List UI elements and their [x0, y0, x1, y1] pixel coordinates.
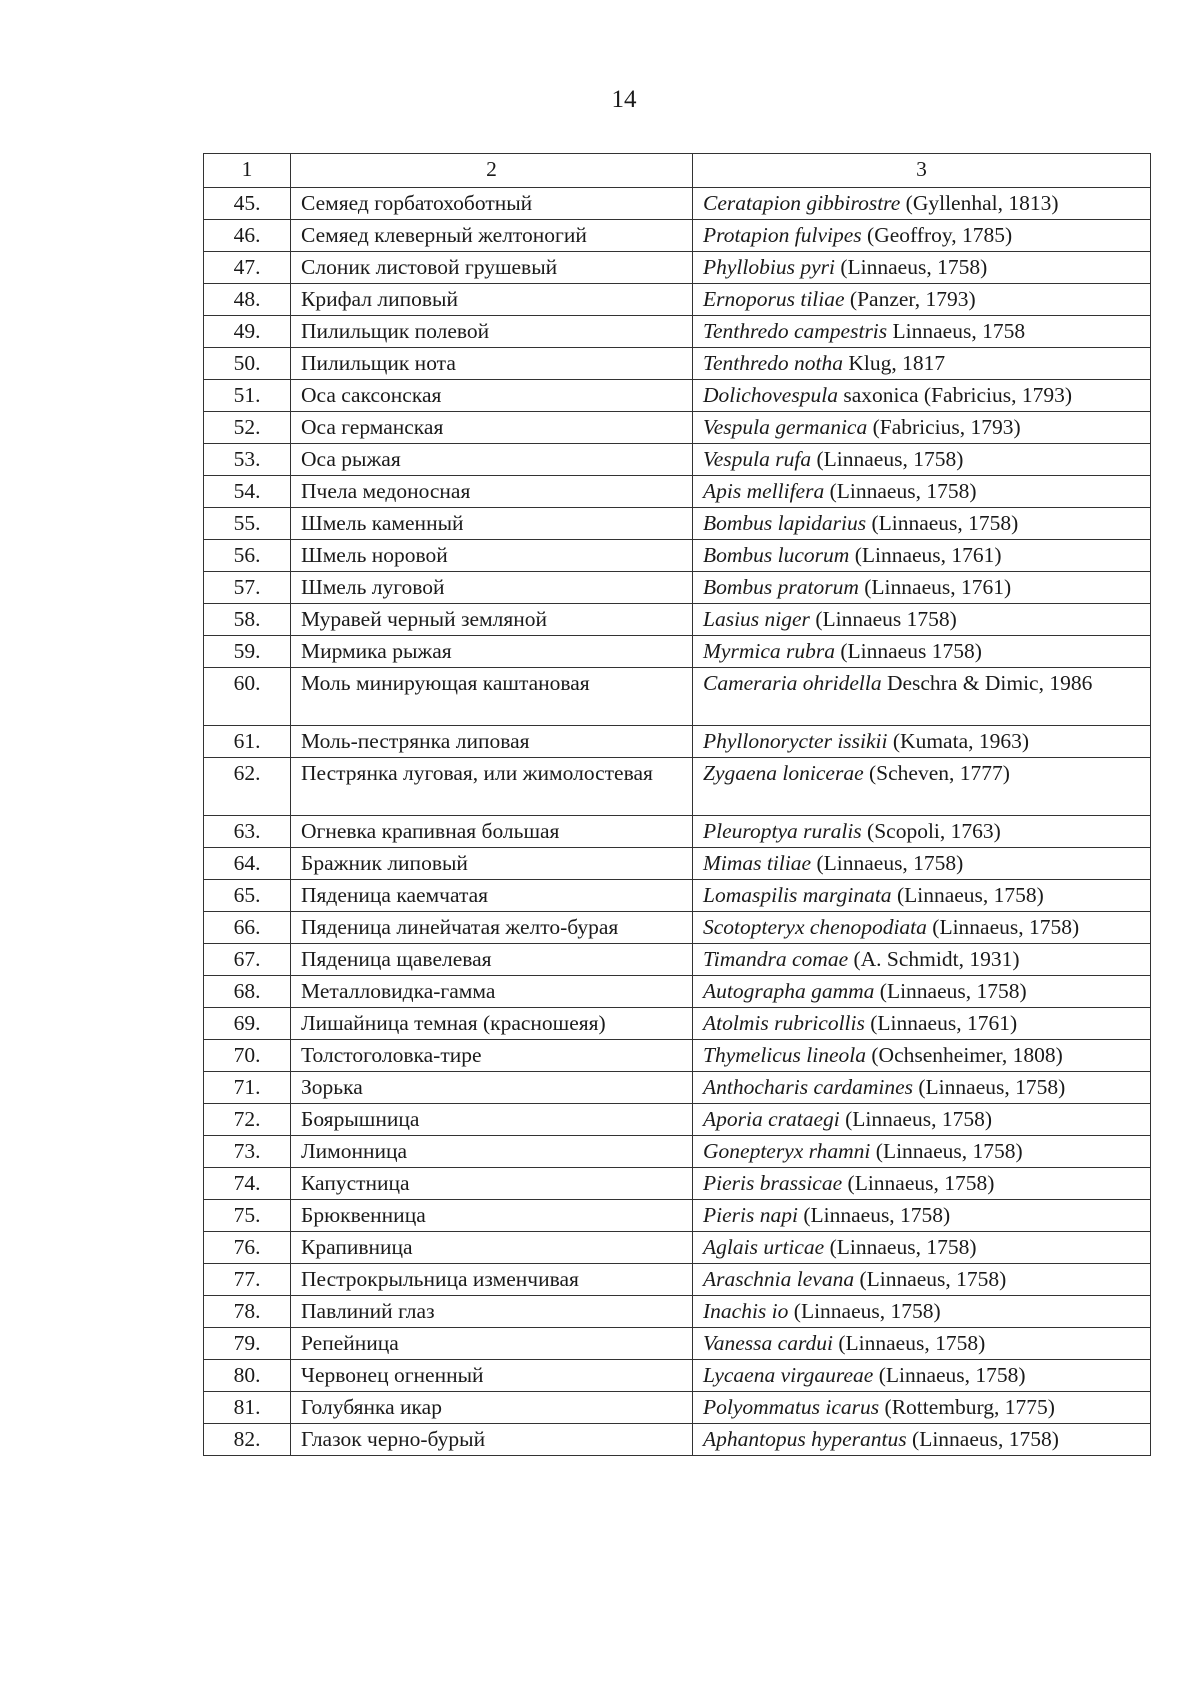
- latin-name-cell: [693, 284, 1151, 316]
- latin-binomial: Gonepteryx rhamni: [703, 1139, 871, 1163]
- latin-binomial: Protapion fulvipes: [703, 223, 862, 247]
- latin-binomial: Cameraria ohridella: [703, 671, 882, 695]
- row-number: 56.: [204, 540, 291, 572]
- table-row: [204, 1328, 1151, 1360]
- author-citation: (Fabricius, 1793): [867, 415, 1021, 439]
- latin-binomial: Bombus pratorum: [703, 575, 859, 599]
- russian-name: Репейница: [291, 1328, 693, 1360]
- latin-name-cell: [693, 348, 1151, 380]
- russian-name: Боярышница: [291, 1104, 693, 1136]
- latin-name-cell: [693, 1168, 1151, 1200]
- row-number: 71.: [204, 1072, 291, 1104]
- russian-name: Капустница: [291, 1168, 693, 1200]
- author-citation: (A. Schmidt, 1931): [848, 947, 1020, 971]
- row-number: 74.: [204, 1168, 291, 1200]
- latin-name-cell: [693, 912, 1151, 944]
- table-row: [204, 444, 1151, 476]
- author-citation: (Linnaeus, 1758): [833, 1331, 986, 1355]
- row-number: 64.: [204, 848, 291, 880]
- latin-binomial: Lycaena virgaureae: [703, 1363, 874, 1387]
- russian-name: Оса рыжая: [291, 444, 693, 476]
- author-citation: Klug, 1817: [842, 351, 946, 375]
- row-number: 52.: [204, 412, 291, 444]
- latin-binomial: Atolmis rubricollis: [703, 1011, 865, 1035]
- latin-binomial: Apis mellifera: [703, 479, 825, 503]
- author-citation: (Linnaeus, 1761): [864, 1011, 1018, 1035]
- row-number: 48.: [204, 284, 291, 316]
- table-row: [204, 220, 1151, 252]
- author-citation: (Linnaeus 1758): [809, 607, 957, 631]
- table-row: [204, 726, 1151, 758]
- table-header-row: [204, 154, 1151, 188]
- russian-name: Крапивница: [291, 1232, 693, 1264]
- author-citation: (Linnaeus, 1758): [824, 1235, 977, 1259]
- table-row: [204, 188, 1151, 220]
- row-number: 45.: [204, 188, 291, 220]
- russian-name: Брюквенница: [291, 1200, 693, 1232]
- latin-binomial: Dolichovespula: [703, 383, 838, 407]
- russian-name: Пяденица щавелевая: [291, 944, 693, 976]
- latin-name-cell: [693, 848, 1151, 880]
- author-citation: (Scheven, 1777): [863, 761, 1010, 785]
- latin-binomial: Anthocharis cardamines: [703, 1075, 914, 1099]
- russian-name: Мирмика рыжая: [291, 636, 693, 668]
- latin-name-cell: [693, 444, 1151, 476]
- latin-binomial: Bombus lucorum: [703, 543, 850, 567]
- latin-name-cell: [693, 476, 1151, 508]
- author-citation: (Linnaeus, 1758): [842, 1171, 995, 1195]
- row-number: 59.: [204, 636, 291, 668]
- table-row: [204, 572, 1151, 604]
- latin-name-cell: [693, 508, 1151, 540]
- latin-name-cell: [693, 1264, 1151, 1296]
- table-row: [204, 508, 1151, 540]
- author-citation: (Linnaeus, 1761): [849, 543, 1002, 567]
- latin-binomial: Lomaspilis marginata: [703, 883, 892, 907]
- latin-name-cell: [693, 1296, 1151, 1328]
- table-row: [204, 848, 1151, 880]
- row-number: 55.: [204, 508, 291, 540]
- latin-name-cell: [693, 1328, 1151, 1360]
- table-row: [204, 880, 1151, 912]
- table-row: [204, 912, 1151, 944]
- russian-name: Глазок черно-бурый: [291, 1424, 693, 1456]
- author-citation: (Scopoli, 1763): [861, 819, 1001, 843]
- row-number: 75.: [204, 1200, 291, 1232]
- author-citation: (Linnaeus, 1758): [873, 1363, 1026, 1387]
- row-number: 57.: [204, 572, 291, 604]
- latin-binomial: Vespula germanica: [703, 415, 868, 439]
- latin-binomial: Aphantopus hyperantus: [703, 1427, 907, 1451]
- latin-binomial: Tenthredo campestris: [703, 319, 888, 343]
- author-citation: (Linnaeus 1758): [834, 639, 982, 663]
- author-citation: (Kumata, 1963): [887, 729, 1030, 753]
- russian-name: Пилильщик нота: [291, 348, 693, 380]
- row-number: 80.: [204, 1360, 291, 1392]
- table-row: [204, 1296, 1151, 1328]
- russian-name: Пяденица каемчатая: [291, 880, 693, 912]
- table-row: [204, 758, 1151, 816]
- russian-name: Голубянка икар: [291, 1392, 693, 1424]
- row-number: 61.: [204, 726, 291, 758]
- author-citation: (Ochsenheimer, 1808): [866, 1043, 1063, 1067]
- russian-name: Червонец огненный: [291, 1360, 693, 1392]
- latin-binomial: Lasius niger: [703, 607, 810, 631]
- latin-binomial: Polyommatus icarus: [703, 1395, 880, 1419]
- latin-name-cell: [693, 816, 1151, 848]
- latin-name-cell: [693, 944, 1151, 976]
- russian-name: Семяед клеверный желтоногий: [291, 220, 693, 252]
- latin-name-cell: [693, 1424, 1151, 1456]
- latin-name-cell: [693, 572, 1151, 604]
- row-number: 77.: [204, 1264, 291, 1296]
- row-number: 49.: [204, 316, 291, 348]
- russian-name: Металловидка-гамма: [291, 976, 693, 1008]
- latin-name-cell: [693, 636, 1151, 668]
- russian-name: Шмель луговой: [291, 572, 693, 604]
- row-number: 62.: [204, 758, 291, 816]
- author-citation: (Linnaeus, 1758): [788, 1299, 941, 1323]
- latin-name-cell: [693, 604, 1151, 636]
- row-number: 82.: [204, 1424, 291, 1456]
- row-number: 54.: [204, 476, 291, 508]
- latin-binomial: Aporia crataegi: [703, 1107, 840, 1131]
- table-row: [204, 1008, 1151, 1040]
- latin-binomial: Autographa gamma: [703, 979, 875, 1003]
- author-citation: (Linnaeus, 1758): [926, 915, 1080, 939]
- row-number: 76.: [204, 1232, 291, 1264]
- page-number: 14: [611, 86, 637, 113]
- latin-name-cell: [693, 252, 1151, 284]
- latin-name-cell: [693, 1360, 1151, 1392]
- russian-name: Пилильщик полевой: [291, 316, 693, 348]
- latin-name-cell: [693, 1392, 1151, 1424]
- latin-binomial: Phyllobius pyri: [703, 255, 835, 279]
- latin-binomial: Ernoporus tiliae: [703, 287, 845, 311]
- latin-name-cell: [693, 1200, 1151, 1232]
- author-citation: (Linnaeus, 1758): [811, 447, 964, 471]
- table-row: [204, 816, 1151, 848]
- latin-name-cell: [693, 412, 1151, 444]
- table-row: [204, 604, 1151, 636]
- russian-name: Шмель каменный: [291, 508, 693, 540]
- latin-name-cell: [693, 316, 1151, 348]
- russian-name: Моль минирующая каштановая: [291, 668, 693, 726]
- table-row: [204, 668, 1151, 726]
- latin-name-cell: [693, 1104, 1151, 1136]
- latin-binomial: Thymelicus lineola: [703, 1043, 867, 1067]
- row-number: 60.: [204, 668, 291, 726]
- row-number: 69.: [204, 1008, 291, 1040]
- latin-binomial: Phyllonorycter issikii: [703, 729, 888, 753]
- table-row: [204, 1168, 1151, 1200]
- table-row: [204, 1264, 1151, 1296]
- column-header-latin: 3: [693, 154, 1151, 188]
- author-citation: (Linnaeus, 1758): [891, 883, 1044, 907]
- row-number: 70.: [204, 1040, 291, 1072]
- table-row: [204, 380, 1151, 412]
- author-citation: (Linnaeus, 1758): [874, 979, 1027, 1003]
- author-citation: (Linnaeus, 1761): [858, 575, 1012, 599]
- latin-name-cell: [693, 1232, 1151, 1264]
- latin-binomial: Mimas tiliae: [703, 851, 812, 875]
- latin-binomial: Myrmica rubra: [703, 639, 835, 663]
- author-citation: (Linnaeus, 1758): [866, 511, 1019, 535]
- author-citation: (Rottemburg, 1775): [879, 1395, 1055, 1419]
- table-row: [204, 412, 1151, 444]
- latin-name-cell: [693, 880, 1151, 912]
- latin-binomial: Timandra comae: [703, 947, 849, 971]
- author-citation: (Linnaeus, 1758): [834, 255, 988, 279]
- russian-name: Зорька: [291, 1072, 693, 1104]
- latin-name-cell: [693, 1072, 1151, 1104]
- table-row: [204, 1104, 1151, 1136]
- author-citation: (Linnaeus, 1758): [913, 1075, 1066, 1099]
- latin-name-cell: [693, 668, 1151, 726]
- author-citation: (Linnaeus, 1758): [839, 1107, 993, 1131]
- table-row: [204, 1200, 1151, 1232]
- species-table-body: [204, 154, 1151, 1456]
- latin-name-cell: [693, 1008, 1151, 1040]
- russian-name: Толстоголовка-тире: [291, 1040, 693, 1072]
- latin-binomial: Ceratapion gibbirostre: [703, 191, 901, 215]
- latin-name-cell: [693, 220, 1151, 252]
- author-citation: (Linnaeus, 1758): [797, 1203, 951, 1227]
- row-number: 81.: [204, 1392, 291, 1424]
- author-citation: (Linnaeus, 1758): [811, 851, 964, 875]
- row-number: 66.: [204, 912, 291, 944]
- table-row: [204, 636, 1151, 668]
- latin-binomial: Araschnia levana: [703, 1267, 855, 1291]
- species-table: [203, 153, 1151, 1456]
- author-citation: (Geoffroy, 1785): [861, 223, 1013, 247]
- row-number: 73.: [204, 1136, 291, 1168]
- author-citation: saxonica (Fabricius, 1793): [837, 383, 1073, 407]
- table-row: [204, 1360, 1151, 1392]
- russian-name: Павлиний глаз: [291, 1296, 693, 1328]
- russian-name: Моль-пестрянка липовая: [291, 726, 693, 758]
- latin-binomial: Aglais urticae: [703, 1235, 825, 1259]
- author-citation: Linnaeus, 1758: [887, 319, 1026, 343]
- row-number: 72.: [204, 1104, 291, 1136]
- row-number: 68.: [204, 976, 291, 1008]
- russian-name: Бражник липовый: [291, 848, 693, 880]
- russian-name: Пестрокрыльница изменчивая: [291, 1264, 693, 1296]
- latin-binomial: Tenthredo notha: [703, 351, 843, 375]
- author-citation: (Linnaeus, 1758): [870, 1139, 1023, 1163]
- latin-binomial: Pieris brassicae: [703, 1171, 843, 1195]
- russian-name: Оса саксонская: [291, 380, 693, 412]
- table-row: [204, 1424, 1151, 1456]
- russian-name: Семяед горбатохоботный: [291, 188, 693, 220]
- table-row: [204, 540, 1151, 572]
- row-number: 46.: [204, 220, 291, 252]
- table-row: [204, 1040, 1151, 1072]
- russian-name: Крифал липовый: [291, 284, 693, 316]
- russian-name: Пестрянка луговая, или жимолостевая: [291, 758, 693, 816]
- latin-name-cell: [693, 540, 1151, 572]
- row-number: 53.: [204, 444, 291, 476]
- table-row: [204, 1136, 1151, 1168]
- russian-name: Огневка крапивная большая: [291, 816, 693, 848]
- row-number: 47.: [204, 252, 291, 284]
- russian-name: Пчела медоносная: [291, 476, 693, 508]
- row-number: 67.: [204, 944, 291, 976]
- latin-binomial: Pieris napi: [703, 1203, 798, 1227]
- author-citation: (Linnaeus, 1758): [906, 1427, 1059, 1451]
- latin-binomial: Inachis io: [703, 1299, 789, 1323]
- author-citation: (Linnaeus, 1758): [854, 1267, 1007, 1291]
- table-row: [204, 348, 1151, 380]
- row-number: 51.: [204, 380, 291, 412]
- table-row: [204, 1072, 1151, 1104]
- author-citation: (Panzer, 1793): [844, 287, 976, 311]
- column-header-name: 2: [291, 154, 693, 188]
- russian-name: Шмель норовой: [291, 540, 693, 572]
- latin-binomial: Bombus lapidarius: [703, 511, 867, 535]
- latin-binomial: Scotopteryx chenopodiata: [703, 915, 927, 939]
- table-row: [204, 284, 1151, 316]
- russian-name: Муравей черный земляной: [291, 604, 693, 636]
- latin-binomial: Pleuroptya ruralis: [703, 819, 862, 843]
- latin-binomial: Zygaena lonicerae: [703, 761, 864, 785]
- russian-name: Слоник листовой грушевый: [291, 252, 693, 284]
- author-citation: (Gyllenhal, 1813): [900, 191, 1059, 215]
- russian-name: Лимонница: [291, 1136, 693, 1168]
- latin-name-cell: [693, 1040, 1151, 1072]
- latin-name-cell: [693, 726, 1151, 758]
- latin-binomial: Vanessa cardui: [703, 1331, 833, 1355]
- table-row: [204, 252, 1151, 284]
- latin-name-cell: [693, 758, 1151, 816]
- row-number: 79.: [204, 1328, 291, 1360]
- table-row: [204, 316, 1151, 348]
- latin-name-cell: [693, 976, 1151, 1008]
- author-citation: (Linnaeus, 1758): [824, 479, 977, 503]
- row-number: 65.: [204, 880, 291, 912]
- row-number: 58.: [204, 604, 291, 636]
- latin-binomial: Vespula rufa: [703, 447, 812, 471]
- author-citation: Deschra & Dimic, 1986: [881, 671, 1093, 695]
- latin-name-cell: [693, 1136, 1151, 1168]
- russian-name: Лишайница темная (красношеяя): [291, 1008, 693, 1040]
- column-header-number: 1: [204, 154, 291, 188]
- latin-name-cell: [693, 188, 1151, 220]
- russian-name: Пяденица линейчатая желто-бурая: [291, 912, 693, 944]
- table-row: [204, 476, 1151, 508]
- table-row: [204, 944, 1151, 976]
- table-row: [204, 1232, 1151, 1264]
- table-row: [204, 976, 1151, 1008]
- row-number: 78.: [204, 1296, 291, 1328]
- row-number: 63.: [204, 816, 291, 848]
- table-row: [204, 1392, 1151, 1424]
- russian-name: Оса германская: [291, 412, 693, 444]
- row-number: 50.: [204, 348, 291, 380]
- latin-name-cell: [693, 380, 1151, 412]
